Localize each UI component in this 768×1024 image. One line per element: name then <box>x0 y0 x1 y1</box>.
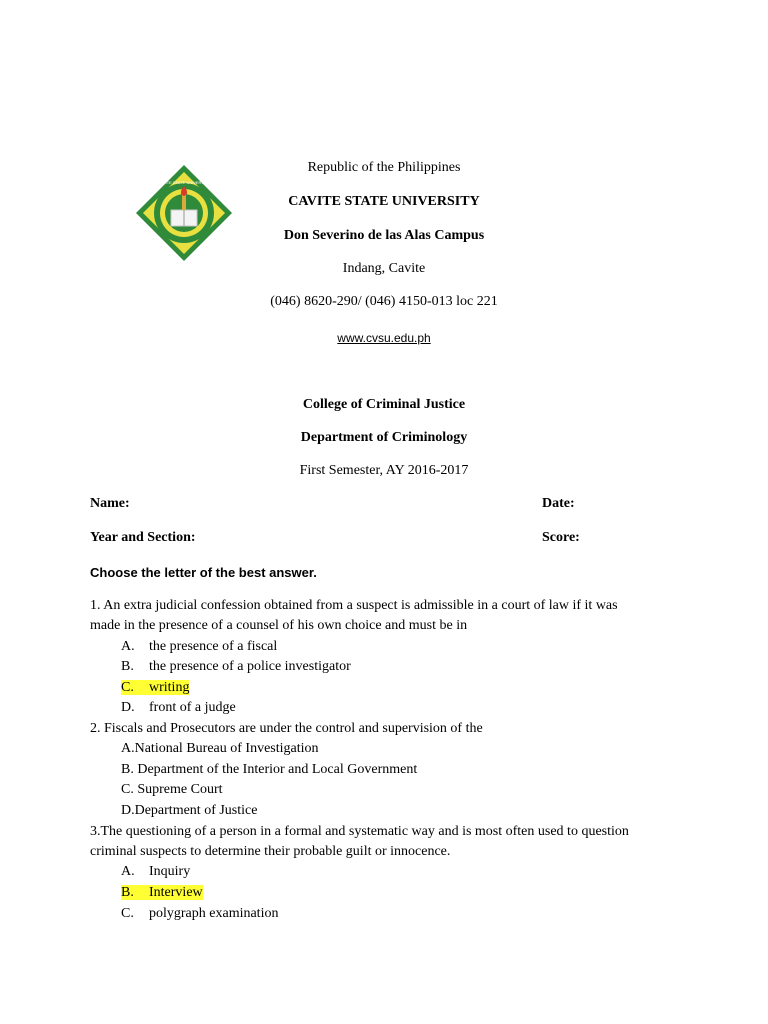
question-1-option-b: B. the presence of a police investigator <box>121 659 351 674</box>
university-name: CAVITE STATE UNIVERSITY <box>288 194 480 209</box>
semester-text: First Semester, AY 2016-2017 <box>299 463 469 478</box>
question-1-line-2: made in the presence of a counsel of his own choice and must be in <box>90 618 468 633</box>
score-label: Score: <box>542 530 580 545</box>
question-2-line-1: 2. Fiscals and Prosecutors are under the control and supervision of the <box>90 721 483 736</box>
svg-text:CAVITE STATE UNIVERSITY: CAVITE STATE UNIVERSITY <box>157 180 211 185</box>
question-1-option-d: D. front of a judge <box>121 700 236 715</box>
phone-number: (046) 8620-290/ (046) 4150-013 loc 221 <box>270 294 498 309</box>
instructions: Choose the letter of the best answer. <box>90 565 317 580</box>
department-name: Department of Criminology <box>300 430 468 445</box>
question-2-option-d: D.Department of Justice <box>121 803 258 818</box>
name-label: Name: <box>90 496 130 511</box>
year-section-label: Year and Section: <box>90 530 196 545</box>
location-text: Indang, Cavite <box>342 261 426 276</box>
website-link[interactable]: www.cvsu.edu.ph <box>337 331 431 345</box>
question-2-option-a: A.National Bureau of Investigation <box>121 741 319 756</box>
question-3-option-b: B. Interview <box>121 885 203 900</box>
question-2-option-c: C. Supreme Court <box>121 782 223 797</box>
question-3-line-1: 3.The questioning of a person in a formal and systematic way and is most often used to question <box>90 824 629 839</box>
date-label: Date: <box>542 496 575 511</box>
question-1-option-a: A. the presence of a fiscal <box>121 639 278 654</box>
question-1-option-c: C. writing <box>121 680 190 695</box>
question-3-option-a: A. Inquiry <box>121 864 191 879</box>
college-name: College of Criminal Justice <box>302 397 466 412</box>
phone-line <box>0 294 768 310</box>
question-1-line-1: 1. An extra judicial confession obtained from a suspect is admissible in a court of law if it was <box>90 598 618 613</box>
campus-name: Don Severino de las Alas Campus <box>283 228 485 243</box>
question-3-line-2: criminal suspects to determine their probable guilt or innocence. <box>90 844 451 859</box>
university-seal-logo <box>135 164 233 262</box>
question-2-option-b: B. Department of the Interior and Local Government <box>121 762 418 777</box>
question-3-option-c: C. polygraph examination <box>121 906 279 921</box>
republic-text: Republic of the Philippines <box>307 160 461 175</box>
